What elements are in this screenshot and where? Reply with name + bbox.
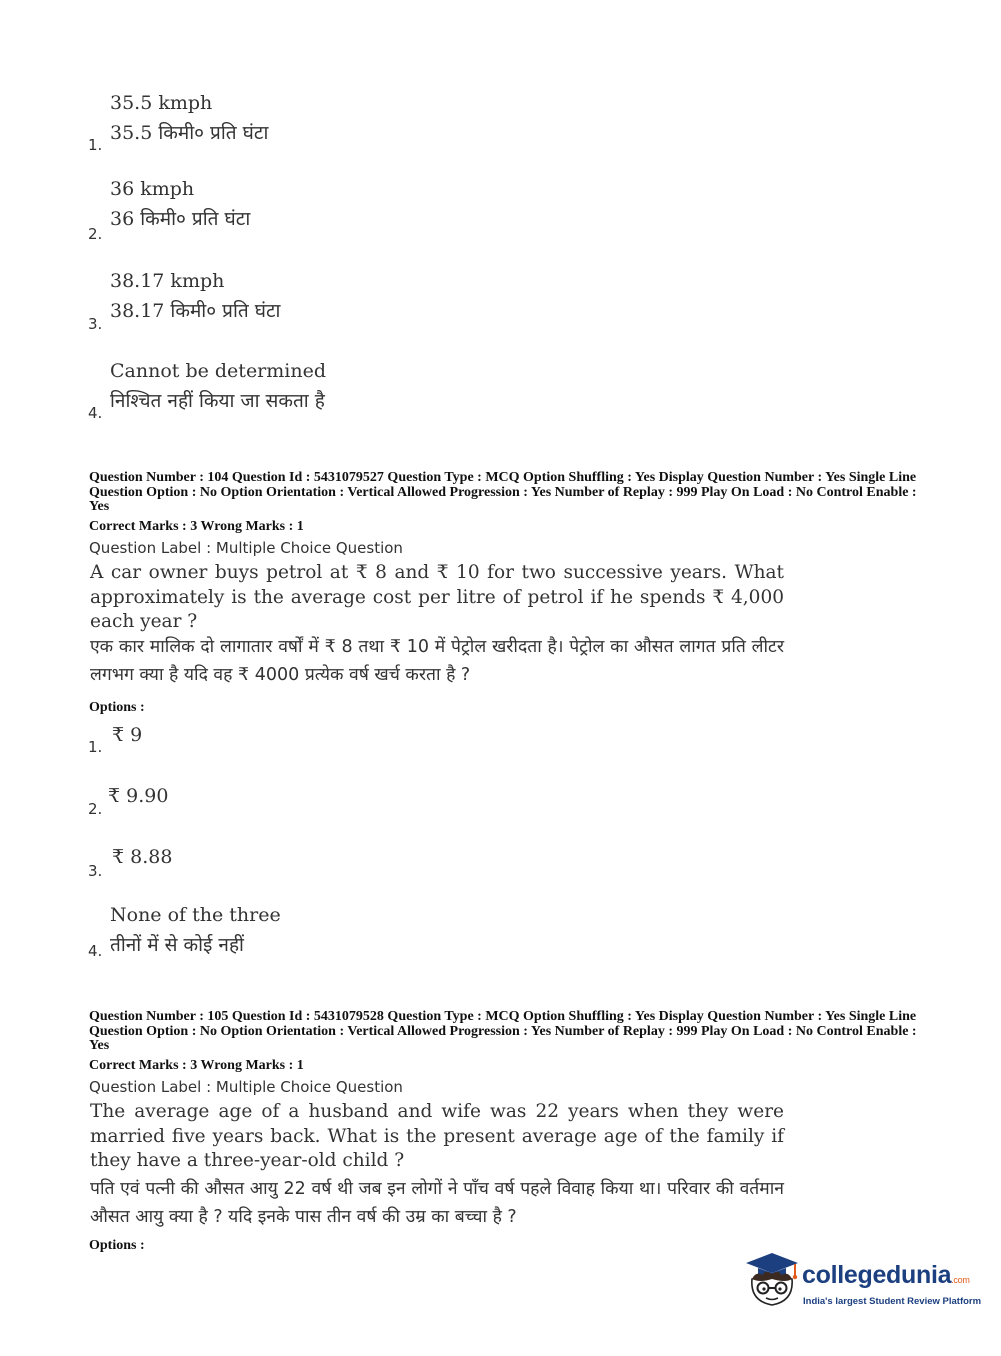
option-number: 2. — [88, 800, 103, 818]
options-label: Options : — [89, 700, 145, 715]
option-text-en: 38.17 kmph — [110, 270, 225, 292]
option-text-en: None of the three — [110, 904, 281, 926]
option-number: 3. — [88, 315, 103, 333]
option-number: 2. — [88, 225, 103, 243]
question-text-en: The average age of a husband and wife was 22 years when they were married five years back. What is the present average age of the family if they have a three-year-old child ? — [90, 1101, 784, 1171]
option-number: 1. — [88, 738, 103, 756]
option-text-en: ₹ 9.90 — [108, 785, 169, 807]
logo-tagline: India's largest Student Review Platform — [803, 1296, 982, 1307]
option-text-en: 36 kmph — [110, 178, 195, 200]
question-text-hi: एक कार मालिक दो लागातार वर्षों में ₹ 8 तथा ₹ 10 में पेट्रोल खरीदता है। पेट्रोल का औसत लागत प्रति लीटर लगभग क्या है यदि वह ₹ 4000 प्रत्येक वर्ष खर्च करता है ? — [90, 637, 784, 685]
question-text-en: A car owner buys petrol at ₹ 8 and ₹ 10 for two successive years. What approximately is the average cost per litre of petrol if he spends ₹ 4,000 each year ? — [90, 562, 784, 632]
question-marks: Correct Marks : 3 Wrong Marks : 1 — [89, 519, 304, 534]
question-meta: Question Number : 104 Question Id : 5431079527 Question Type : MCQ Option Shuffling : Yes Display Question Number : Yes Single Line Question Option : No Option Orientation : Vertical Allowed Progression : Yes Number of Replay : 999 Play On Load : No Control Enable : Yes — [89, 470, 917, 515]
option-text-hi: निश्चित नहीं किया जा सकता है — [110, 390, 325, 412]
question-label: Question Label : Multiple Choice Question — [89, 1078, 403, 1096]
option-text-hi: 38.17 किमी० प्रति घंटा — [110, 300, 281, 322]
option-number: 1. — [88, 136, 103, 154]
option-number: 3. — [88, 862, 103, 880]
question-meta: Question Number : 105 Question Id : 5431079528 Question Type : MCQ Option Shuffling : Yes Display Question Number : Yes Single Line Question Option : No Option Orientation : Vertical Allowed Progression : Yes Number of Replay : 999 Play On Load : No Control Enable : Yes — [89, 1009, 917, 1054]
options-label: Options : — [89, 1238, 145, 1253]
option-text-en: Cannot be determined — [110, 360, 327, 382]
option-text-hi: तीनों में से कोई नहीं — [110, 934, 244, 956]
option-number: 4. — [88, 404, 103, 422]
mascot-icon — [742, 1249, 802, 1309]
option-number: 4. — [88, 942, 103, 960]
question-text-hi: पति एवं पत्नी की औसत आयु 22 वर्ष थी जब इन लोगों ने पाँच वर्ष पहले विवाह किया था। परिवार की वर्तमान औसत आयु क्या है ? यदि इनके पास तीन वर्ष की उम्र का बच्चा है ? — [90, 1179, 784, 1227]
option-text-en: ₹ 9 — [112, 724, 143, 746]
question-label: Question Label : Multiple Choice Question — [89, 539, 403, 557]
logo-wordmark: collegedunia.com — [802, 1261, 970, 1289]
option-text-hi: 35.5 किमी० प्रति घंटा — [110, 122, 269, 144]
collegedunia-logo[interactable] — [742, 1249, 982, 1309]
question-marks: Correct Marks : 3 Wrong Marks : 1 — [89, 1058, 304, 1073]
option-text-en: ₹ 8.88 — [112, 846, 173, 868]
option-text-hi: 36 किमी० प्रति घंटा — [110, 208, 251, 230]
option-text-en: 35.5 kmph — [110, 92, 213, 114]
